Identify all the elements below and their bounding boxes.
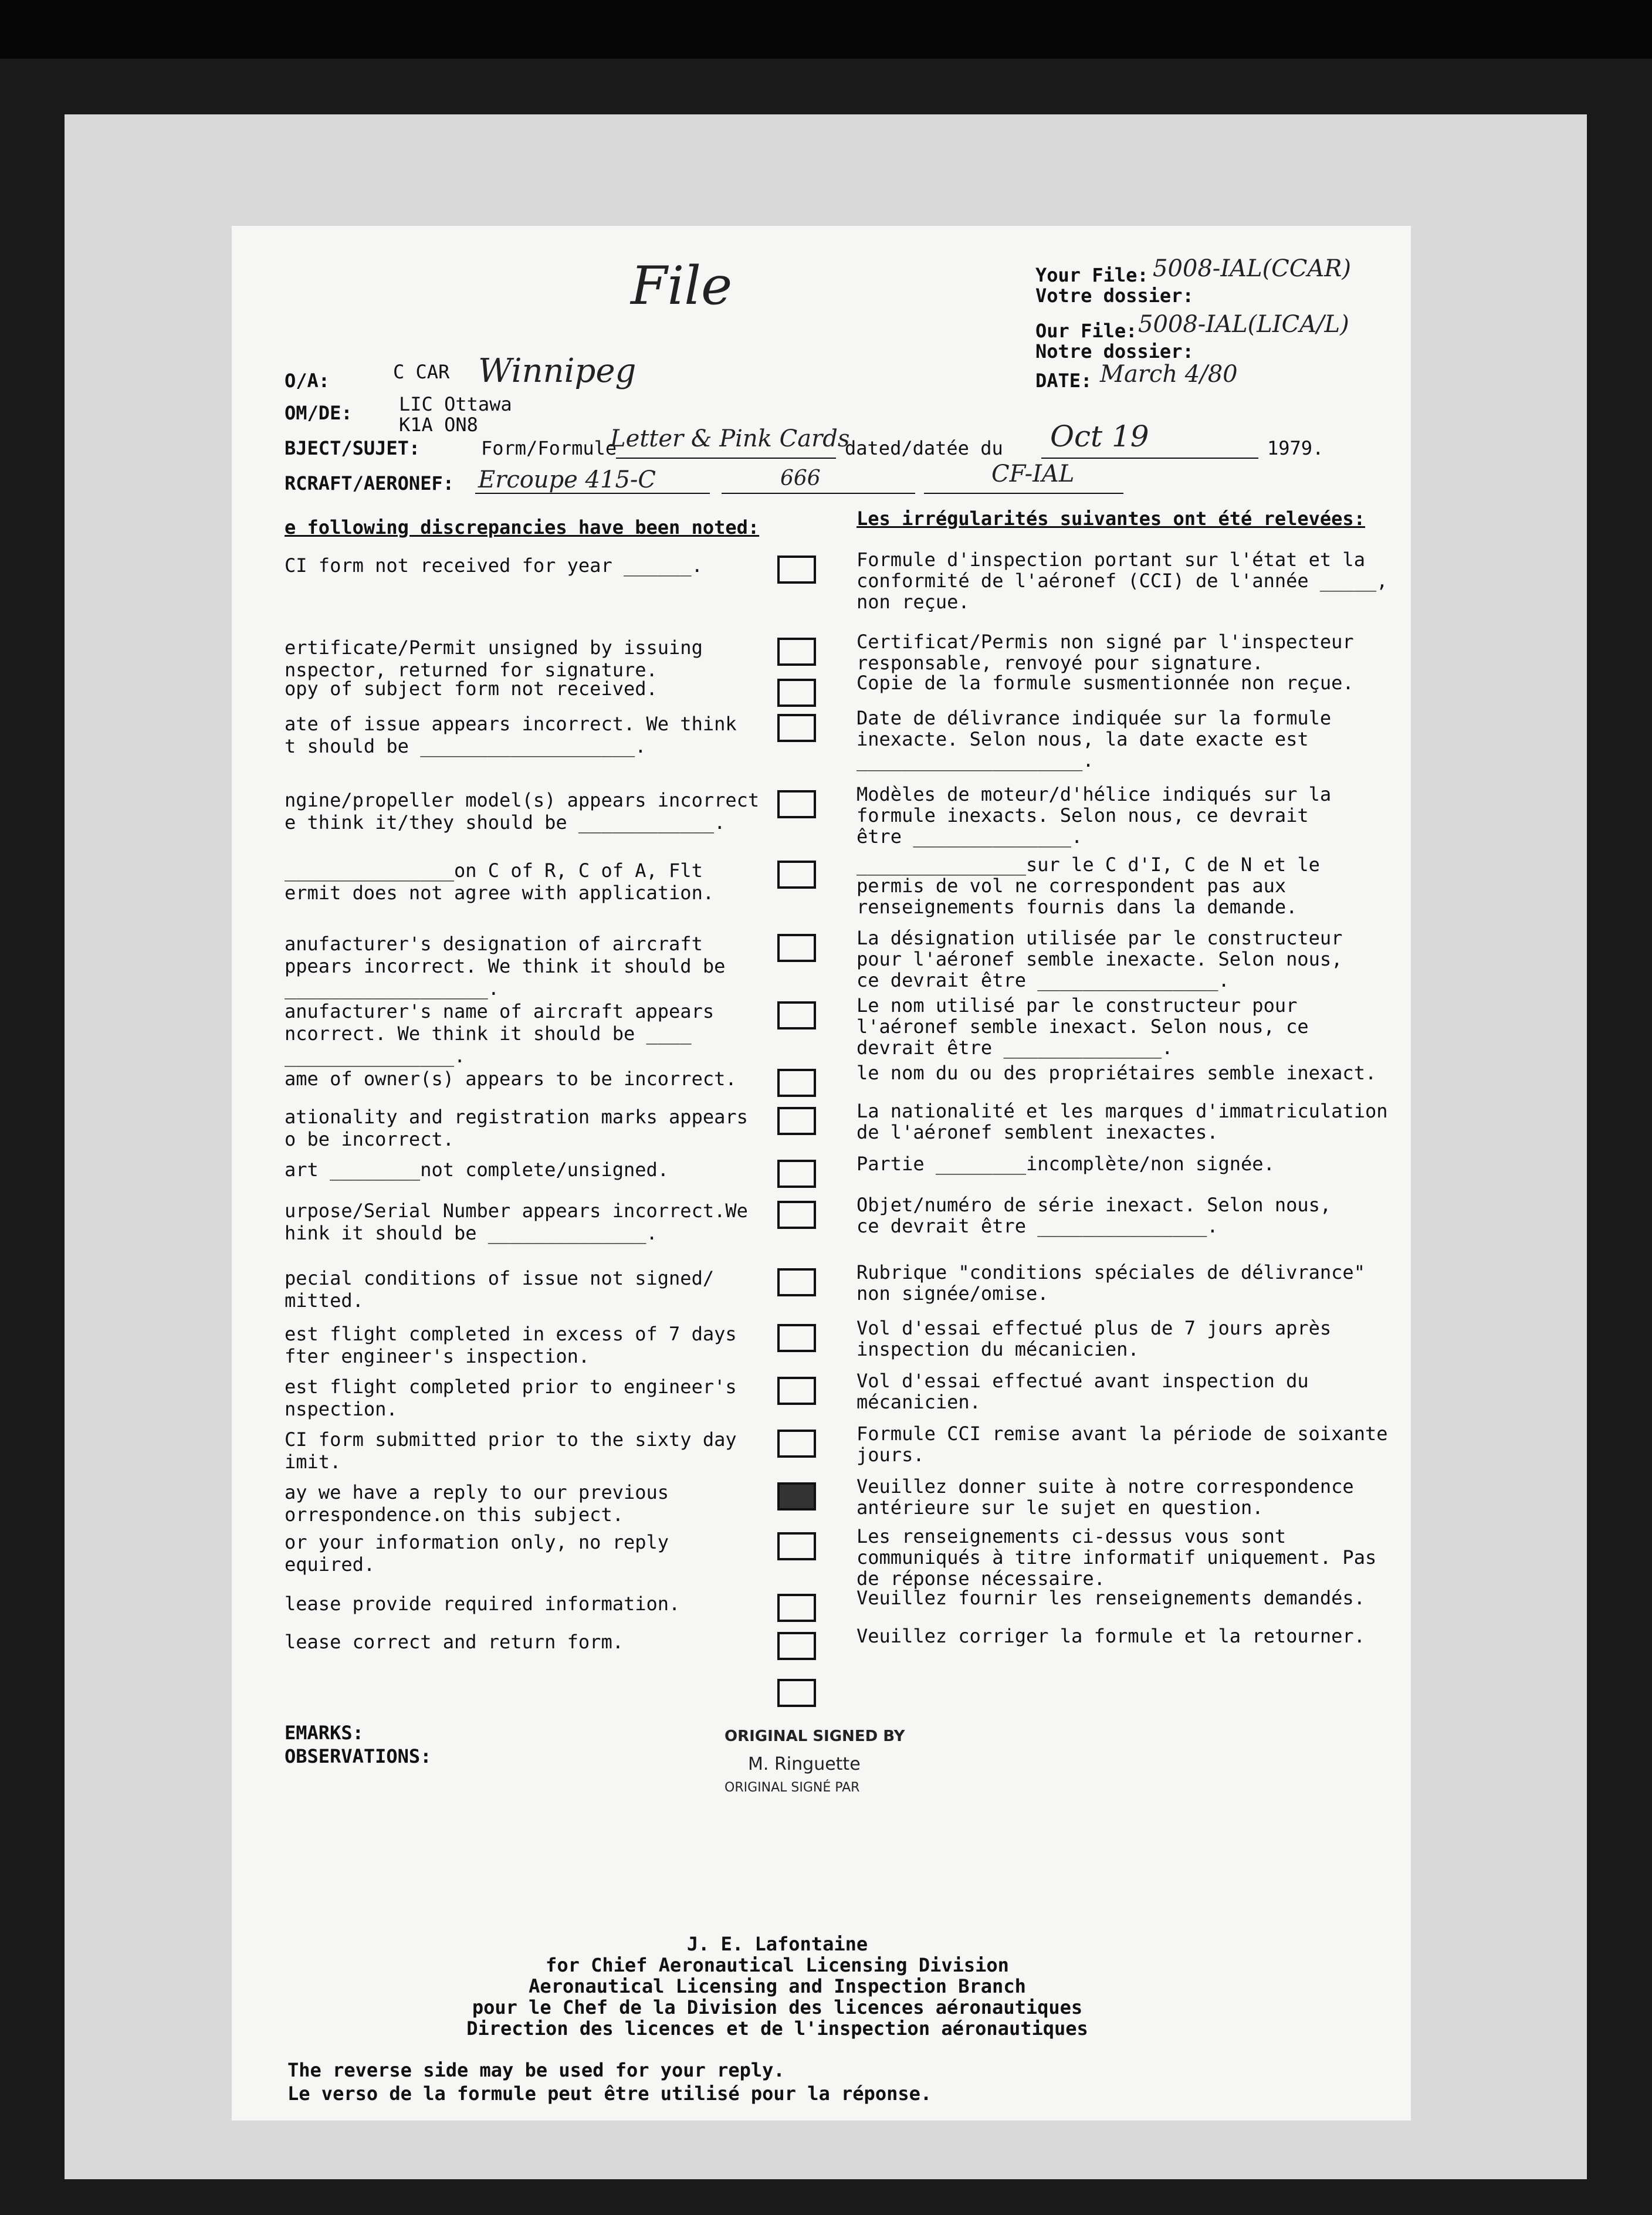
item-french-line: ____________________. bbox=[857, 749, 1094, 771]
signature-line: J. E. Lafontaine bbox=[686, 1933, 868, 1955]
our-file-label: Our File: bbox=[1035, 320, 1138, 342]
subject-year: 1979. bbox=[1267, 437, 1324, 459]
item-checkbox[interactable] bbox=[777, 638, 816, 666]
item-french-line: Veuillez fournir les renseignements demandés. bbox=[857, 1587, 1365, 1609]
item-french-line: inexacte. Selon nous, la date exacte est bbox=[857, 728, 1309, 750]
item-french-line: être ______________. bbox=[857, 825, 1083, 848]
signature-line: pour le Chef de la Division des licences aéronautiques bbox=[472, 1996, 1083, 2018]
item-french-line: ce devrait être ________________. bbox=[857, 969, 1230, 991]
item-checkbox[interactable] bbox=[777, 861, 816, 889]
item-french-line: conformité de l'aéronef (CCI) de l'année _____, bbox=[857, 570, 1388, 592]
item-english-line: ertificate/Permit unsigned by issuing bbox=[285, 636, 703, 659]
subject-form-line bbox=[616, 458, 836, 459]
our-file-value: 5008-IAL(LICA/L) bbox=[1138, 311, 1349, 338]
item-english-line: mitted. bbox=[285, 1289, 364, 1312]
item-checkbox[interactable] bbox=[777, 1268, 816, 1296]
item-english-line: __________________. bbox=[285, 977, 500, 1000]
item-french-line: inspection du mécanicien. bbox=[857, 1338, 1139, 1360]
item-french-line: Rubrique "conditions spéciales de délivrance" bbox=[857, 1261, 1365, 1283]
remarks-label: EMARKS: bbox=[285, 1722, 364, 1744]
to-label: O/A: bbox=[285, 370, 330, 392]
to-value: Winnipeg bbox=[478, 352, 637, 390]
subject-form-label: Form/Formule bbox=[481, 437, 617, 459]
item-french-line: La nationalité et les marques d'immatriculation bbox=[857, 1100, 1388, 1122]
item-checkbox[interactable] bbox=[777, 1201, 816, 1229]
discrepancy-form bbox=[232, 226, 1411, 2121]
item-french-line: Formule d'inspection portant sur l'état et la bbox=[857, 548, 1365, 571]
item-english-line: hink it should be ______________. bbox=[285, 1222, 658, 1244]
observations-label: OBSERVATIONS: bbox=[285, 1745, 432, 1767]
item-french-line: responsable, renvoyé pour signature. bbox=[857, 652, 1264, 674]
item-english-line: nspector, returned for signature. bbox=[285, 659, 658, 681]
item-french-line: renseignements fournis dans la demande. bbox=[857, 896, 1298, 918]
item-english-line: e think it/they should be ____________. bbox=[285, 811, 726, 834]
date-label: DATE: bbox=[1035, 370, 1092, 392]
item-checkbox[interactable] bbox=[777, 1679, 816, 1707]
signature-line: Aeronautical Licensing and Inspection Branch bbox=[529, 1975, 1026, 1997]
item-checkbox[interactable] bbox=[777, 1377, 816, 1405]
item-checkbox[interactable] bbox=[777, 556, 816, 584]
item-english-line: orrespondence.on this subject. bbox=[285, 1503, 624, 1526]
stamp-signer-name: M. Ringuette bbox=[748, 1754, 861, 1774]
item-checkbox[interactable] bbox=[777, 1632, 816, 1660]
item-english-line: urpose/Serial Number appears incorrect.We bbox=[285, 1200, 748, 1222]
item-english-line: ay we have a reply to our previous bbox=[285, 1481, 669, 1503]
item-checkbox[interactable] bbox=[777, 1107, 816, 1135]
signature-line: Direction des licences et de l'inspection aéronautiques bbox=[466, 2017, 1088, 2040]
item-english-line: pecial conditions of issue not signed/ bbox=[285, 1267, 715, 1289]
aircraft-serial-line bbox=[722, 493, 915, 494]
item-english-line: _______________on C of R, C of A, Flt bbox=[285, 859, 703, 882]
item-french-line: Vol d'essai effectué avant inspection du bbox=[857, 1370, 1309, 1392]
aircraft-serial-value: 666 bbox=[780, 466, 821, 490]
item-english-line: o be incorrect. bbox=[285, 1128, 454, 1150]
item-french-line: Date de délivrance indiquée sur la formule bbox=[857, 707, 1332, 729]
item-french-line: Veuillez corriger la formule et la retourner. bbox=[857, 1625, 1365, 1647]
item-french-line: mécanicien. bbox=[857, 1391, 981, 1413]
item-french-line: Formule CCI remise avant la période de soixante bbox=[857, 1423, 1388, 1445]
item-french-line: Certificat/Permis non signé par l'inspecteur bbox=[857, 631, 1354, 653]
item-french-line: l'aéronef semble inexact. Selon nous, ce bbox=[857, 1015, 1309, 1038]
item-french-line: Partie ________incomplète/non signée. bbox=[857, 1153, 1275, 1175]
item-checkbox[interactable] bbox=[777, 679, 816, 707]
item-checkbox[interactable] bbox=[777, 1430, 816, 1458]
film-border-top bbox=[0, 0, 1652, 59]
item-english-line: ncorrect. We think it should be ____ bbox=[285, 1022, 692, 1045]
item-french-line: de réponse nécessaire. bbox=[857, 1567, 1105, 1590]
item-english-line: fter engineer's inspection. bbox=[285, 1345, 590, 1367]
item-checkbox[interactable] bbox=[777, 934, 816, 962]
aircraft-reg-value: CF-IAL bbox=[991, 460, 1075, 487]
item-french-line: Veuillez donner suite à notre correspondence bbox=[857, 1475, 1354, 1498]
date-value: March 4/80 bbox=[1100, 361, 1238, 388]
item-french-line: Copie de la formule susmentionnée non reçue. bbox=[857, 672, 1354, 694]
item-english-line: est flight completed in excess of 7 days bbox=[285, 1323, 737, 1345]
handwritten-file-note: File bbox=[631, 255, 733, 317]
aircraft-reg-line bbox=[924, 493, 1123, 494]
item-french-line: pour l'aéronef semble inexacte. Selon nous, bbox=[857, 948, 1343, 970]
item-english-line: ermit does not agree with application. bbox=[285, 882, 715, 904]
item-english-line: opy of subject form not received. bbox=[285, 678, 658, 700]
subject-date-line bbox=[1041, 458, 1258, 459]
item-english-line: equired. bbox=[285, 1553, 375, 1576]
votre-dossier-label: Votre dossier: bbox=[1035, 285, 1194, 307]
item-checkbox[interactable] bbox=[777, 1001, 816, 1029]
item-french-line: jours. bbox=[857, 1444, 925, 1466]
item-english-line: ationality and registration marks appears bbox=[285, 1106, 748, 1128]
item-english-line: est flight completed prior to engineer's bbox=[285, 1376, 737, 1398]
french-heading: Les irrégularités suivantes ont été relevées: bbox=[857, 507, 1365, 530]
subject-dated-label: dated/datée du bbox=[845, 437, 1003, 459]
footer-line-fr: Le verso de la formule peut être utilisé pour la réponse. bbox=[287, 2082, 932, 2105]
item-checkbox[interactable] bbox=[777, 1160, 816, 1188]
item-checkbox[interactable] bbox=[777, 790, 816, 818]
item-french-line: Objet/numéro de série inexact. Selon nous, bbox=[857, 1194, 1332, 1216]
footer-line-en: The reverse side may be used for your reply. bbox=[287, 2059, 785, 2081]
original-signe-stamp: ORIGINAL SIGNÉ PAR bbox=[725, 1780, 860, 1795]
item-french-line: Le nom utilisé par le constructeur pour bbox=[857, 994, 1298, 1017]
item-english-line: imit. bbox=[285, 1451, 341, 1473]
item-french-line: non reçue. bbox=[857, 591, 970, 613]
subject-form-value: Letter & Pink Cards bbox=[610, 425, 850, 452]
original-signed-stamp: ORIGINAL SIGNED BY bbox=[725, 1728, 905, 1745]
item-checkbox[interactable] bbox=[777, 714, 816, 742]
item-french-line: non signée/omise. bbox=[857, 1282, 1049, 1305]
item-english-line: nspection. bbox=[285, 1398, 398, 1420]
item-french-line: de l'aéronef semblent inexactes. bbox=[857, 1121, 1218, 1143]
aircraft-type-value: Ercoupe 415-C bbox=[478, 466, 656, 493]
notre-dossier-label: Notre dossier: bbox=[1035, 340, 1194, 363]
item-checkbox[interactable] bbox=[777, 1594, 816, 1622]
item-french-line: formule inexacts. Selon nous, ce devrait bbox=[857, 804, 1309, 827]
item-french-line: permis de vol ne correspondent pas aux bbox=[857, 875, 1287, 897]
english-heading: e following discrepancies have been noted: bbox=[285, 516, 760, 538]
item-french-line: antérieure sur le sujet en question. bbox=[857, 1496, 1264, 1519]
item-checkbox[interactable] bbox=[777, 1069, 816, 1097]
subject-date-value: Oct 19 bbox=[1050, 419, 1149, 453]
item-english-line: anufacturer's name of aircraft appears bbox=[285, 1000, 715, 1022]
your-file-value: 5008-IAL(CCAR) bbox=[1153, 255, 1351, 282]
item-french-line: Vol d'essai effectué plus de 7 jours après bbox=[857, 1317, 1332, 1339]
item-french-line: Les renseignements ci-dessus vous sont bbox=[857, 1525, 1287, 1547]
item-french-line: Modèles de moteur/d'hélice indiqués sur la bbox=[857, 783, 1332, 805]
item-english-line: CI form submitted prior to the sixty day bbox=[285, 1428, 737, 1451]
item-english-line: t should be ___________________. bbox=[285, 735, 646, 757]
item-checkbox[interactable] bbox=[777, 1532, 816, 1560]
item-english-line: _______________. bbox=[285, 1045, 466, 1067]
subject-label: BJECT/SUJET: bbox=[285, 437, 421, 459]
item-english-line: ppears incorrect. We think it should be bbox=[285, 955, 726, 977]
signature-line: for Chief Aeronautical Licensing Division bbox=[546, 1954, 1009, 1976]
item-french-line: _______________sur le C d'I, C de N et le bbox=[857, 854, 1320, 876]
from-label: OM/DE: bbox=[285, 402, 353, 424]
item-english-line: or your information only, no reply bbox=[285, 1531, 669, 1553]
from-line1: LIC Ottawa bbox=[399, 393, 512, 415]
from-line2: K1A ON8 bbox=[399, 414, 478, 436]
to-prefix: C CAR bbox=[393, 361, 450, 383]
item-french-line: le nom du ou des propriétaires semble inexact. bbox=[857, 1062, 1377, 1084]
item-french-line: ce devrait être _______________. bbox=[857, 1215, 1218, 1237]
item-french-line: devrait être ______________. bbox=[857, 1037, 1173, 1059]
item-english-line: ate of issue appears incorrect. We think bbox=[285, 713, 737, 735]
item-english-line: CI form not received for year ______. bbox=[285, 554, 703, 577]
item-english-line: art ________not complete/unsigned. bbox=[285, 1159, 669, 1181]
item-french-line: La désignation utilisée par le constructeur bbox=[857, 927, 1343, 949]
item-french-line: communiqués à titre informatif uniquement. Pas bbox=[857, 1546, 1377, 1569]
item-english-line: ame of owner(s) appears to be incorrect. bbox=[285, 1068, 737, 1090]
item-english-line: anufacturer's designation of aircraft bbox=[285, 933, 703, 955]
aircraft-label: RCRAFT/AERONEF: bbox=[285, 472, 454, 495]
item-english-line: lease correct and return form. bbox=[285, 1631, 624, 1653]
item-checkbox[interactable] bbox=[777, 1482, 816, 1510]
item-english-line: lease provide required information. bbox=[285, 1593, 681, 1615]
item-checkbox[interactable] bbox=[777, 1324, 816, 1352]
item-english-line: ngine/propeller model(s) appears incorrect bbox=[285, 789, 760, 811]
your-file-label: Your File: bbox=[1035, 264, 1149, 286]
